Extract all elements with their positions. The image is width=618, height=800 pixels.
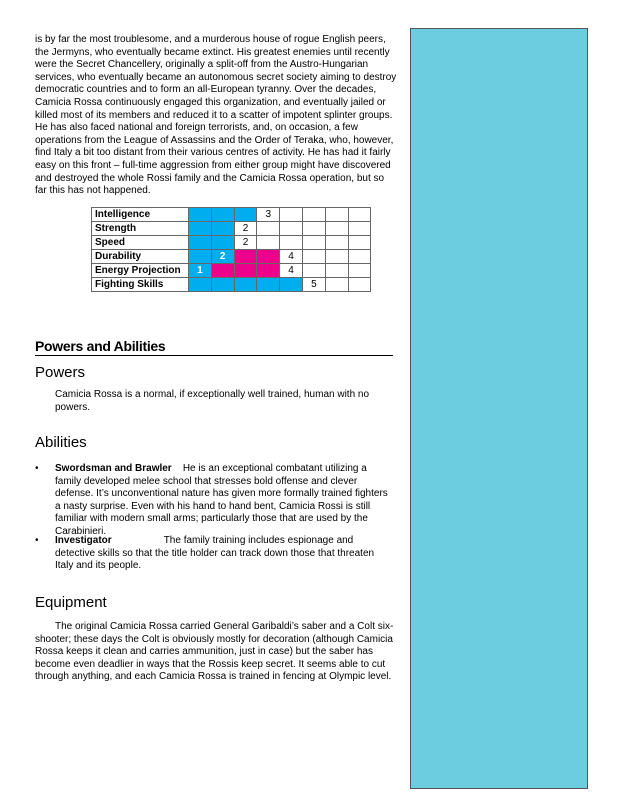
stat-row	[92, 222, 371, 236]
stat-fill-cyan	[189, 278, 212, 292]
stat-fill-cyan	[280, 278, 303, 292]
stat-empty-cell	[302, 208, 325, 222]
stat-empty-cell	[302, 264, 325, 278]
powers-text: Camicia Rossa is a normal, if exceptionally well trained, human with no powers.	[55, 389, 370, 413]
stat-fill-cyan	[234, 208, 257, 222]
intro-block	[35, 34, 397, 198]
stat-fill-cyan	[189, 208, 212, 222]
ability-name: Swordsman and Brawler	[55, 463, 172, 474]
stat-row	[92, 278, 371, 292]
stat-fill-cyan	[211, 222, 234, 236]
stat-label: Intelligence	[92, 208, 189, 222]
stat-value: 4	[280, 264, 303, 278]
stat-row	[92, 236, 371, 250]
stat-fill-magenta	[234, 264, 257, 278]
stat-fill-cyan	[211, 236, 234, 250]
equipment-text: The original Camicia Rossa carried General Garibaldi’s saber and a Colt six-shooter; these days the Colt is obviously mostly for decoration (although Camicia Rossa keeps it clean and carries ammunition, just in case) but the saber has become even deadlier in ways that the Rossis keep secret. It seems able to cut through anything, and each Camicia Rossa is trained in fencing at Olympic level.	[35, 621, 394, 683]
stat-fill-cyan: 1	[189, 264, 212, 278]
stat-empty-cell	[302, 222, 325, 236]
stat-fill-cyan: 2	[211, 250, 234, 264]
stat-empty-cell	[257, 222, 280, 236]
ability-name: Investigator	[55, 535, 112, 546]
stat-empty-cell	[302, 250, 325, 264]
stat-empty-cell	[325, 250, 348, 264]
stat-fill-cyan	[189, 250, 212, 264]
stat-label: Strength	[92, 222, 189, 236]
stat-empty-cell	[348, 264, 371, 278]
abilities-heading: Abilities	[35, 434, 87, 451]
stat-row	[92, 250, 371, 264]
stat-label: Speed	[92, 236, 189, 250]
stat-empty-cell	[348, 236, 371, 250]
stat-empty-cell	[325, 264, 348, 278]
stat-fill-magenta	[234, 250, 257, 264]
ability-content	[55, 535, 395, 573]
stat-label: Durability	[92, 250, 189, 264]
stat-fill-magenta	[211, 264, 234, 278]
stat-fill-cyan	[211, 278, 234, 292]
sidebar-panel	[410, 28, 588, 789]
stat-fill-cyan	[211, 208, 234, 222]
section-title: Powers and Abilities	[35, 338, 393, 356]
bullet-icon: •	[35, 535, 39, 546]
stat-fill-cyan	[257, 278, 280, 292]
stat-label: Fighting Skills	[92, 278, 189, 292]
stat-value: 5	[302, 278, 325, 292]
stat-empty-cell	[348, 250, 371, 264]
ability-text: The family training includes espionage and detective skills so that the title holder can track down those that threaten Italy and its people.	[55, 535, 375, 572]
bullet-icon: •	[35, 463, 39, 474]
stat-empty-cell	[280, 236, 303, 250]
stat-value: 2	[234, 222, 257, 236]
stat-empty-cell	[280, 208, 303, 222]
stat-empty-cell	[348, 222, 371, 236]
equipment-heading: Equipment	[35, 594, 107, 611]
stat-empty-cell	[325, 208, 348, 222]
stat-value: 2	[234, 236, 257, 250]
stat-fill-magenta	[257, 250, 280, 264]
stat-fill-cyan	[189, 222, 212, 236]
stat-empty-cell	[325, 236, 348, 250]
stats-table	[91, 207, 371, 292]
stat-empty-cell	[325, 278, 348, 292]
stat-empty-cell	[325, 222, 348, 236]
stat-row	[92, 264, 371, 278]
intro-paragraph: is by far the most troublesome, and a murderous house of rogue English peers, the Jermyns, who eventually became extinct. His greatest enemies until recently were the Secret Chancellery, originally a split-off from the Austro-Hungarian services, who eventually became an autonomous secret society aiming to destroy democratic countries and to form an all-European tyranny. Over the decades, Camicia Rossa continuously engaged this organization, and eventually jailed or killed most of its members and reduced it to a scatter of impotent splinter groups. He has also faced national and foreign terrorists, and, on occasion, a few operations from the League of Assassins and the Order of Teraka, who, however, find Italy a bit too distant from their various centres of activity. He has had it fairly easy on this front – full-time aggression from either group might have discovered and destroyed the whole Rossi family and the Camicia Rossa operation, but so far this has not happened.	[35, 34, 397, 197]
stat-fill-magenta	[257, 264, 280, 278]
stat-row	[92, 208, 371, 222]
stat-value: 3	[257, 208, 280, 222]
ability-text: He is an exceptional combatant utilizing a family developed melee school that stresses bold offense and clever defense. It’s unconventional nature has given more formally trained fighters a nasty surprise. Even with his hand to hand bent, Camicia Rossi is still familiar with modern small arms; particularly those that are used by the Carabinieri.	[55, 463, 388, 537]
stat-empty-cell	[348, 278, 371, 292]
stat-empty-cell	[257, 236, 280, 250]
stat-empty-cell	[280, 222, 303, 236]
stat-label: Energy Projection	[92, 264, 189, 278]
stat-value: 4	[280, 250, 303, 264]
stat-empty-cell	[348, 208, 371, 222]
stat-fill-cyan	[234, 278, 257, 292]
ability-content	[55, 463, 395, 539]
stat-empty-cell	[302, 236, 325, 250]
powers-heading: Powers	[35, 364, 86, 381]
stat-fill-cyan	[189, 236, 212, 250]
